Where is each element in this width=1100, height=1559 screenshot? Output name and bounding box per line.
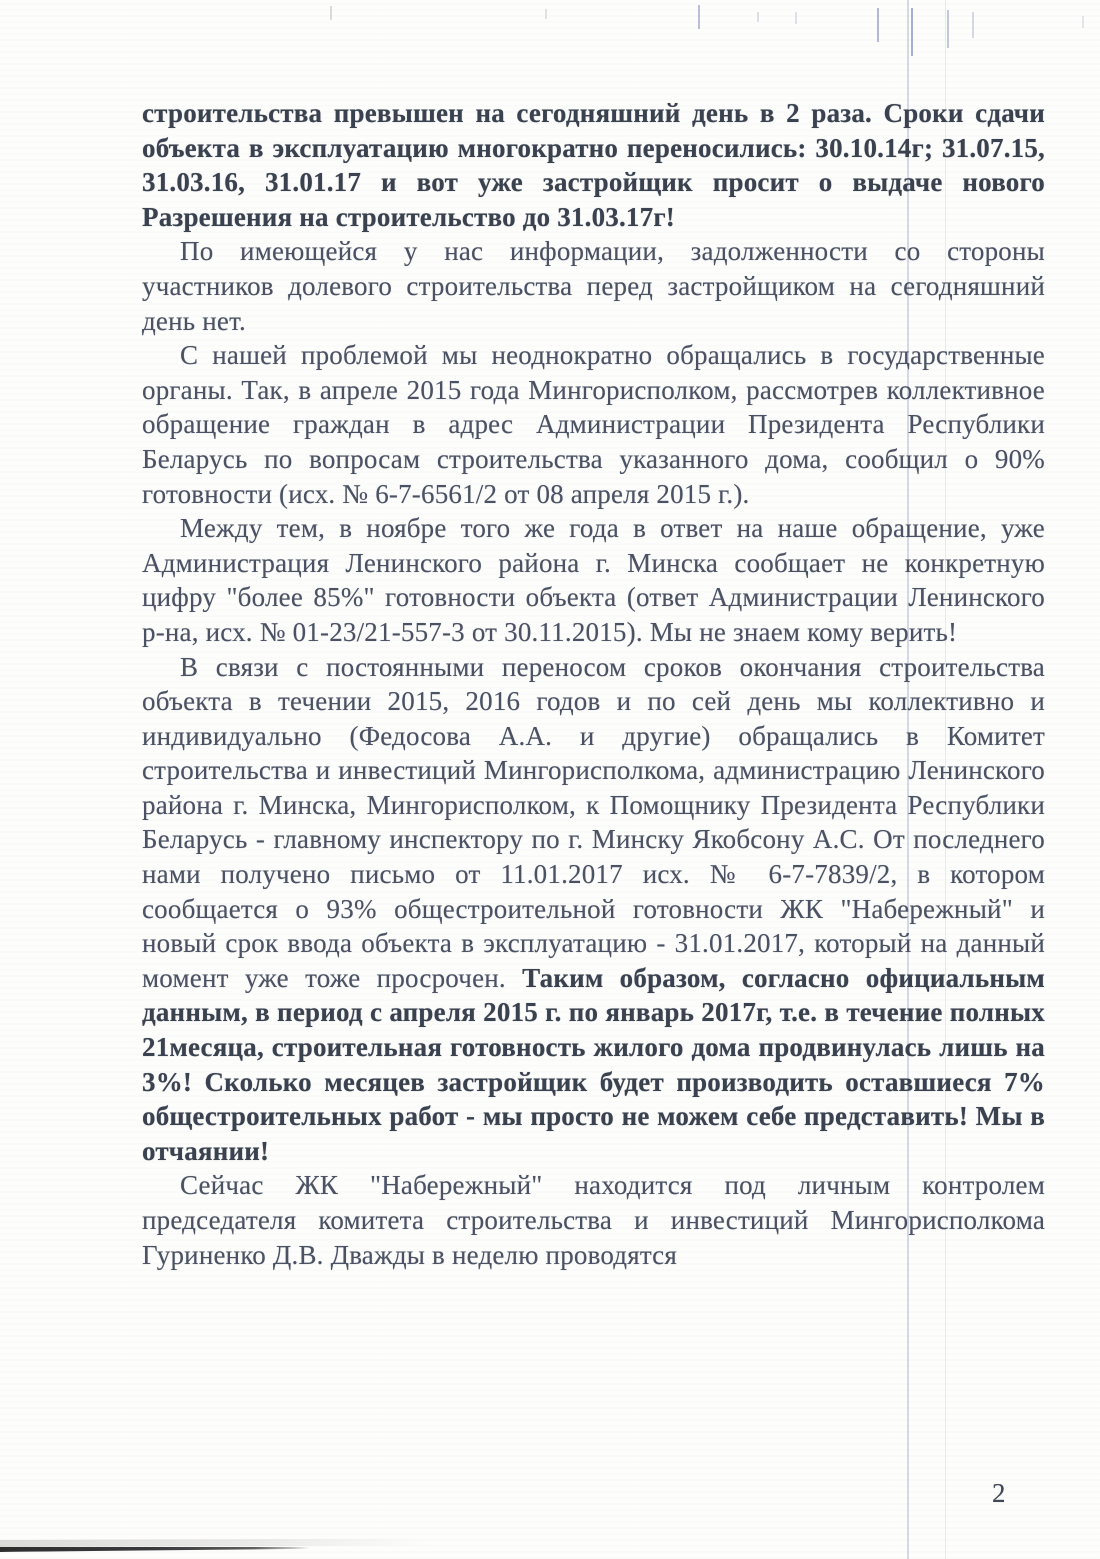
scan-artifact-mark [795, 12, 797, 24]
scan-artifact-mark [972, 12, 974, 38]
paragraph-text: С нашей проблемой мы неоднократно обращались в государственные органы. Так, в апреле 2015 года Мингорисполком, рассмотрев коллективное обращение граждан в адрес Администрации Президента Республики Беларусь по вопросам строительства указанного дома, сообщил о 90% готовности (исх. № 6-7-6561/2 от 08 апреля 2015 г.). [142, 340, 1045, 509]
paragraph-progress-complaint [142, 650, 1045, 1169]
scan-artifact-mark [1082, 16, 1084, 28]
paragraph-no-debts [142, 234, 1045, 338]
scan-artifact-bottom-smear [0, 1538, 430, 1547]
paragraph-bold-conclusion: Таким образом, согласно официальным данным, в период с апреля 2015 г. по январь 2017г, т.е. в течение полных 21месяца, строительная готовность жилого дома продвинулась лишь на 3%! Сколько месяцев застройщик будет производить оставшиеся 7% общестроительных работ - мы просто не можем себе представить! Мы в отчаянии! [142, 962, 1045, 1166]
scan-artifact-mark [330, 6, 332, 20]
scan-artifact-mark [698, 5, 700, 29]
scan-artifact-mark [545, 9, 547, 19]
paragraph-text: строительства превышен на сегодняшний день в 2 раза. Сроки сдачи объекта в эксплуатацию многократно переносились: 30.10.14г; 31.07.15, 31.03.16, 31.01.17 и вот уже застройщик просит о выдаче нового Разрешения на строительство до 31.03.17г! [142, 98, 1045, 232]
paragraph-lenin-district-reply [142, 511, 1045, 649]
paragraph-text: По имеющейся у нас информации, задолженности со стороны участников долевого строительства перед застройщиком на сегодняшний день нет. [142, 236, 1045, 336]
paragraph-text: Сейчас ЖК "Набережный" находится под личным контролем председателя комитета строительства и инвестиций Мингорисполкома Гуриненко Д.В. Дважды в неделю проводятся [142, 1170, 1045, 1270]
page-number: 2 [992, 1478, 1006, 1508]
paragraph-text: В связи с постоянными переносом сроков окончания строительства объекта в течении 2015, 2016 годов и по сей день мы коллективно и индивидуально (Федосова А.А. и другие) обращались в Комитет строительства и инвестиций Мингорисполкома, администрацию Ленинского района г. Минска, Мингорисполком, к Помощнику Президента Республики Беларусь - главному инспектору по г. Минску Якобсону А.С. От последнего нами получено письмо от 11.01.2017 исх. № 6-7-7839/2, в котором сообщается о 93% общестроительной готовности ЖК "Набережный" и новый срок ввода объекта в эксплуатацию - 31.01.2017, который на данный момент уже тоже просрочен. [142, 651, 1045, 993]
scan-artifact-mark [911, 8, 913, 56]
paragraph-personal-control [142, 1168, 1045, 1272]
paragraph-appeal-2015 [142, 338, 1045, 511]
letter-body [142, 96, 1045, 1272]
scan-artifact-mark [877, 8, 879, 42]
paragraph-deadlines [142, 96, 1045, 234]
paragraph-text: Между тем, в ноябре того же года в ответ на наше обращение, уже Администрация Ленинского района г. Минска сообщает не конкретную цифру "более 85%" готовности объекта (ответ Администрации Ленинского р-на, исх. № 01-23/21-557-3 от 30.11.2015). Мы не знаем кому верить! [142, 513, 1045, 647]
scan-artifact-mark [757, 12, 759, 22]
scan-artifact-mark [947, 10, 949, 48]
